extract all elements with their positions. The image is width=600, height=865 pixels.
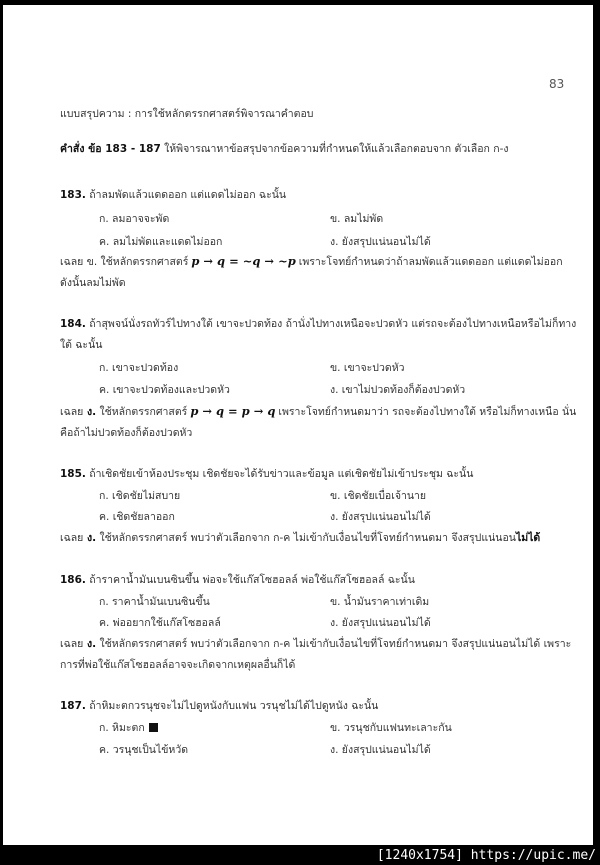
option-b: ข. เขาจะปวดหัว (330, 362, 405, 374)
option-b: ข. เชิดชัยเบื่อเจ้านาย (330, 490, 427, 502)
question-text: ถ้าหิมะตกวรนุชจะไม่ไปดูหนังกับแฟน วรนุชไม่ได้ไปดูหนัง ฉะนั้น (85, 700, 379, 712)
answer-183-line2: ดังนั้นลมไม่พัด (60, 277, 126, 289)
question-184-stem-line2: ใต้ ฉะนั้น (60, 339, 103, 351)
question-183-stem (60, 186, 286, 203)
question-number: 187. (60, 700, 86, 712)
option-c: ค. เชิดชัยลาออก (99, 511, 175, 523)
image-watermark: [1240x1754] https://upic.me/ (376, 848, 596, 863)
question-number: 183. (60, 189, 86, 201)
option-d: ง. ยังสรุปแน่นอนไม่ได้ (330, 744, 431, 756)
question-184-stem (60, 315, 576, 332)
instruction-text: ให้พิจารณาหาข้อสรุปจากข้อความที่กำหนดให้แล้วเลือกตอบจาก ตัวเลือก ก-ง (160, 143, 509, 155)
option-b: ข. วรนุชกับแฟนทะเลาะกัน (330, 722, 452, 734)
answer-184: เฉลย ง. ใช้หลักตรรกศาสตร์ p → q = p → q เพราะโจทย์กำหนดมาว่า รถจะต้องไปทางใต้ หรือไม่ก็ทางเหนือ นั่น (60, 404, 577, 418)
answer-184-line2: คือถ้าไม่ปวดท้องก็ต้องปวดหัว (60, 427, 193, 439)
option-b: ข. น้ำมันราคาเท่าเดิม (330, 596, 430, 608)
answer-185: เฉลย ง. ใช้หลักตรรกศาสตร์ พบว่าตัวเลือกจาก ก-ค ไม่เข้ากับเงื่อนไขที่โจทย์กำหนดมา จึงสรุปแน่นอนไม่ได้ (60, 532, 541, 544)
logic-formula: p → q = p → q (190, 404, 276, 418)
option-a: ก. ลมอาจจะพัด (99, 213, 170, 225)
option-d: ง. เขาไม่ปวดท้องก็ต้องปวดหัว (330, 384, 466, 396)
question-187-stem (60, 697, 378, 714)
option-a: ก. ราคาน้ำมันเบนซินขึ้น (99, 596, 210, 608)
option-d: ง. ยังสรุปแน่นอนไม่ได้ (330, 236, 431, 248)
option-c: ค. เขาจะปวดท้องและปวดหัว (99, 384, 230, 396)
question-text: ถ้าลมพัดแล้วแดดออก แต่แดดไม่ออก ฉะนั้น (85, 189, 287, 201)
document-page (3, 5, 593, 845)
question-186-stem (60, 571, 415, 588)
question-185-stem (60, 465, 473, 482)
question-text: ถ้าสุพจน์นั่งรถทัวร์ไปทางใต้ เขาจะปวดท้อง ถ้านั่งไปทางเหนือจะปวดหัว แต่รถจะต้องไปทางเหนือหรือไม่ก็ทาง (85, 318, 577, 330)
question-number: 186. (60, 574, 86, 586)
option-c: ค. ลมไม่พัดและแดดไม่ออก (99, 236, 223, 248)
option-a: ก. เชิดชัยไม่สบาย (99, 490, 181, 502)
black-square-mark (149, 723, 158, 732)
option-a: ก. เขาจะปวดท้อง (99, 362, 179, 374)
logic-formula: p → q = ~q → ~p (191, 254, 296, 268)
option-d: ง. ยังสรุปแน่นอนไม่ได้ (330, 617, 431, 629)
page-number: 83 (549, 77, 565, 91)
question-text: ถ้าเชิดชัยเข้าห้องประชุม เชิดชัยจะได้รับข่าวและข้อมูล แต่เชิดชัยไม่เข้าประชุม ฉะนั้น (85, 468, 474, 480)
section-subtitle: แบบสรุปความ : การใช้หลักตรรกศาสตร์พิจารณาคำตอบ (60, 108, 314, 120)
question-number: 184. (60, 318, 86, 330)
instruction-label: คำสั่ง ข้อ 183 - 187 (60, 143, 161, 155)
option-d: ง. ยังสรุปแน่นอนไม่ได้ (330, 511, 431, 523)
answer-key: ง. (83, 406, 97, 418)
answer-key: ง. (83, 532, 97, 544)
answer-186-line2: การที่พ่อใช้แก๊สโซฮอลล์อาจจะเกิดจากเหตุผลอื่นก็ได้ (60, 659, 296, 671)
answer-186: เฉลย ง. ใช้หลักตรรกศาสตร์ พบว่าตัวเลือกจาก ก-ค ไม่เข้ากับเงื่อนไขที่โจทย์กำหนดมา จึงสรุปแน่นอนไม่ได้ เพราะ (60, 638, 572, 650)
option-a: ก. หิมะตก (99, 719, 158, 736)
answer-183: เฉลย ข. ใช้หลักตรรกศาสตร์ p → q = ~q → ~p เพราะโจทย์กำหนดว่าถ้าลมพัดแล้วแดดออก แต่แดดไม่ออก (60, 254, 563, 268)
option-c: ค. พ่ออยากใช้แก๊สโซฮอลล์ (99, 617, 221, 629)
question-text: ถ้าราคาน้ำมันเบนซินขึ้น พ่อจะใช้แก๊สโซฮอลล์ พ่อใช้แก๊สโซฮอลล์ ฉะนั้น (85, 574, 415, 586)
answer-key: ง. (83, 638, 97, 650)
option-b: ข. ลมไม่พัด (330, 213, 384, 225)
option-c: ค. วรนุชเป็นไข้หวัด (99, 744, 189, 756)
question-number: 185. (60, 468, 86, 480)
instruction (60, 140, 509, 157)
